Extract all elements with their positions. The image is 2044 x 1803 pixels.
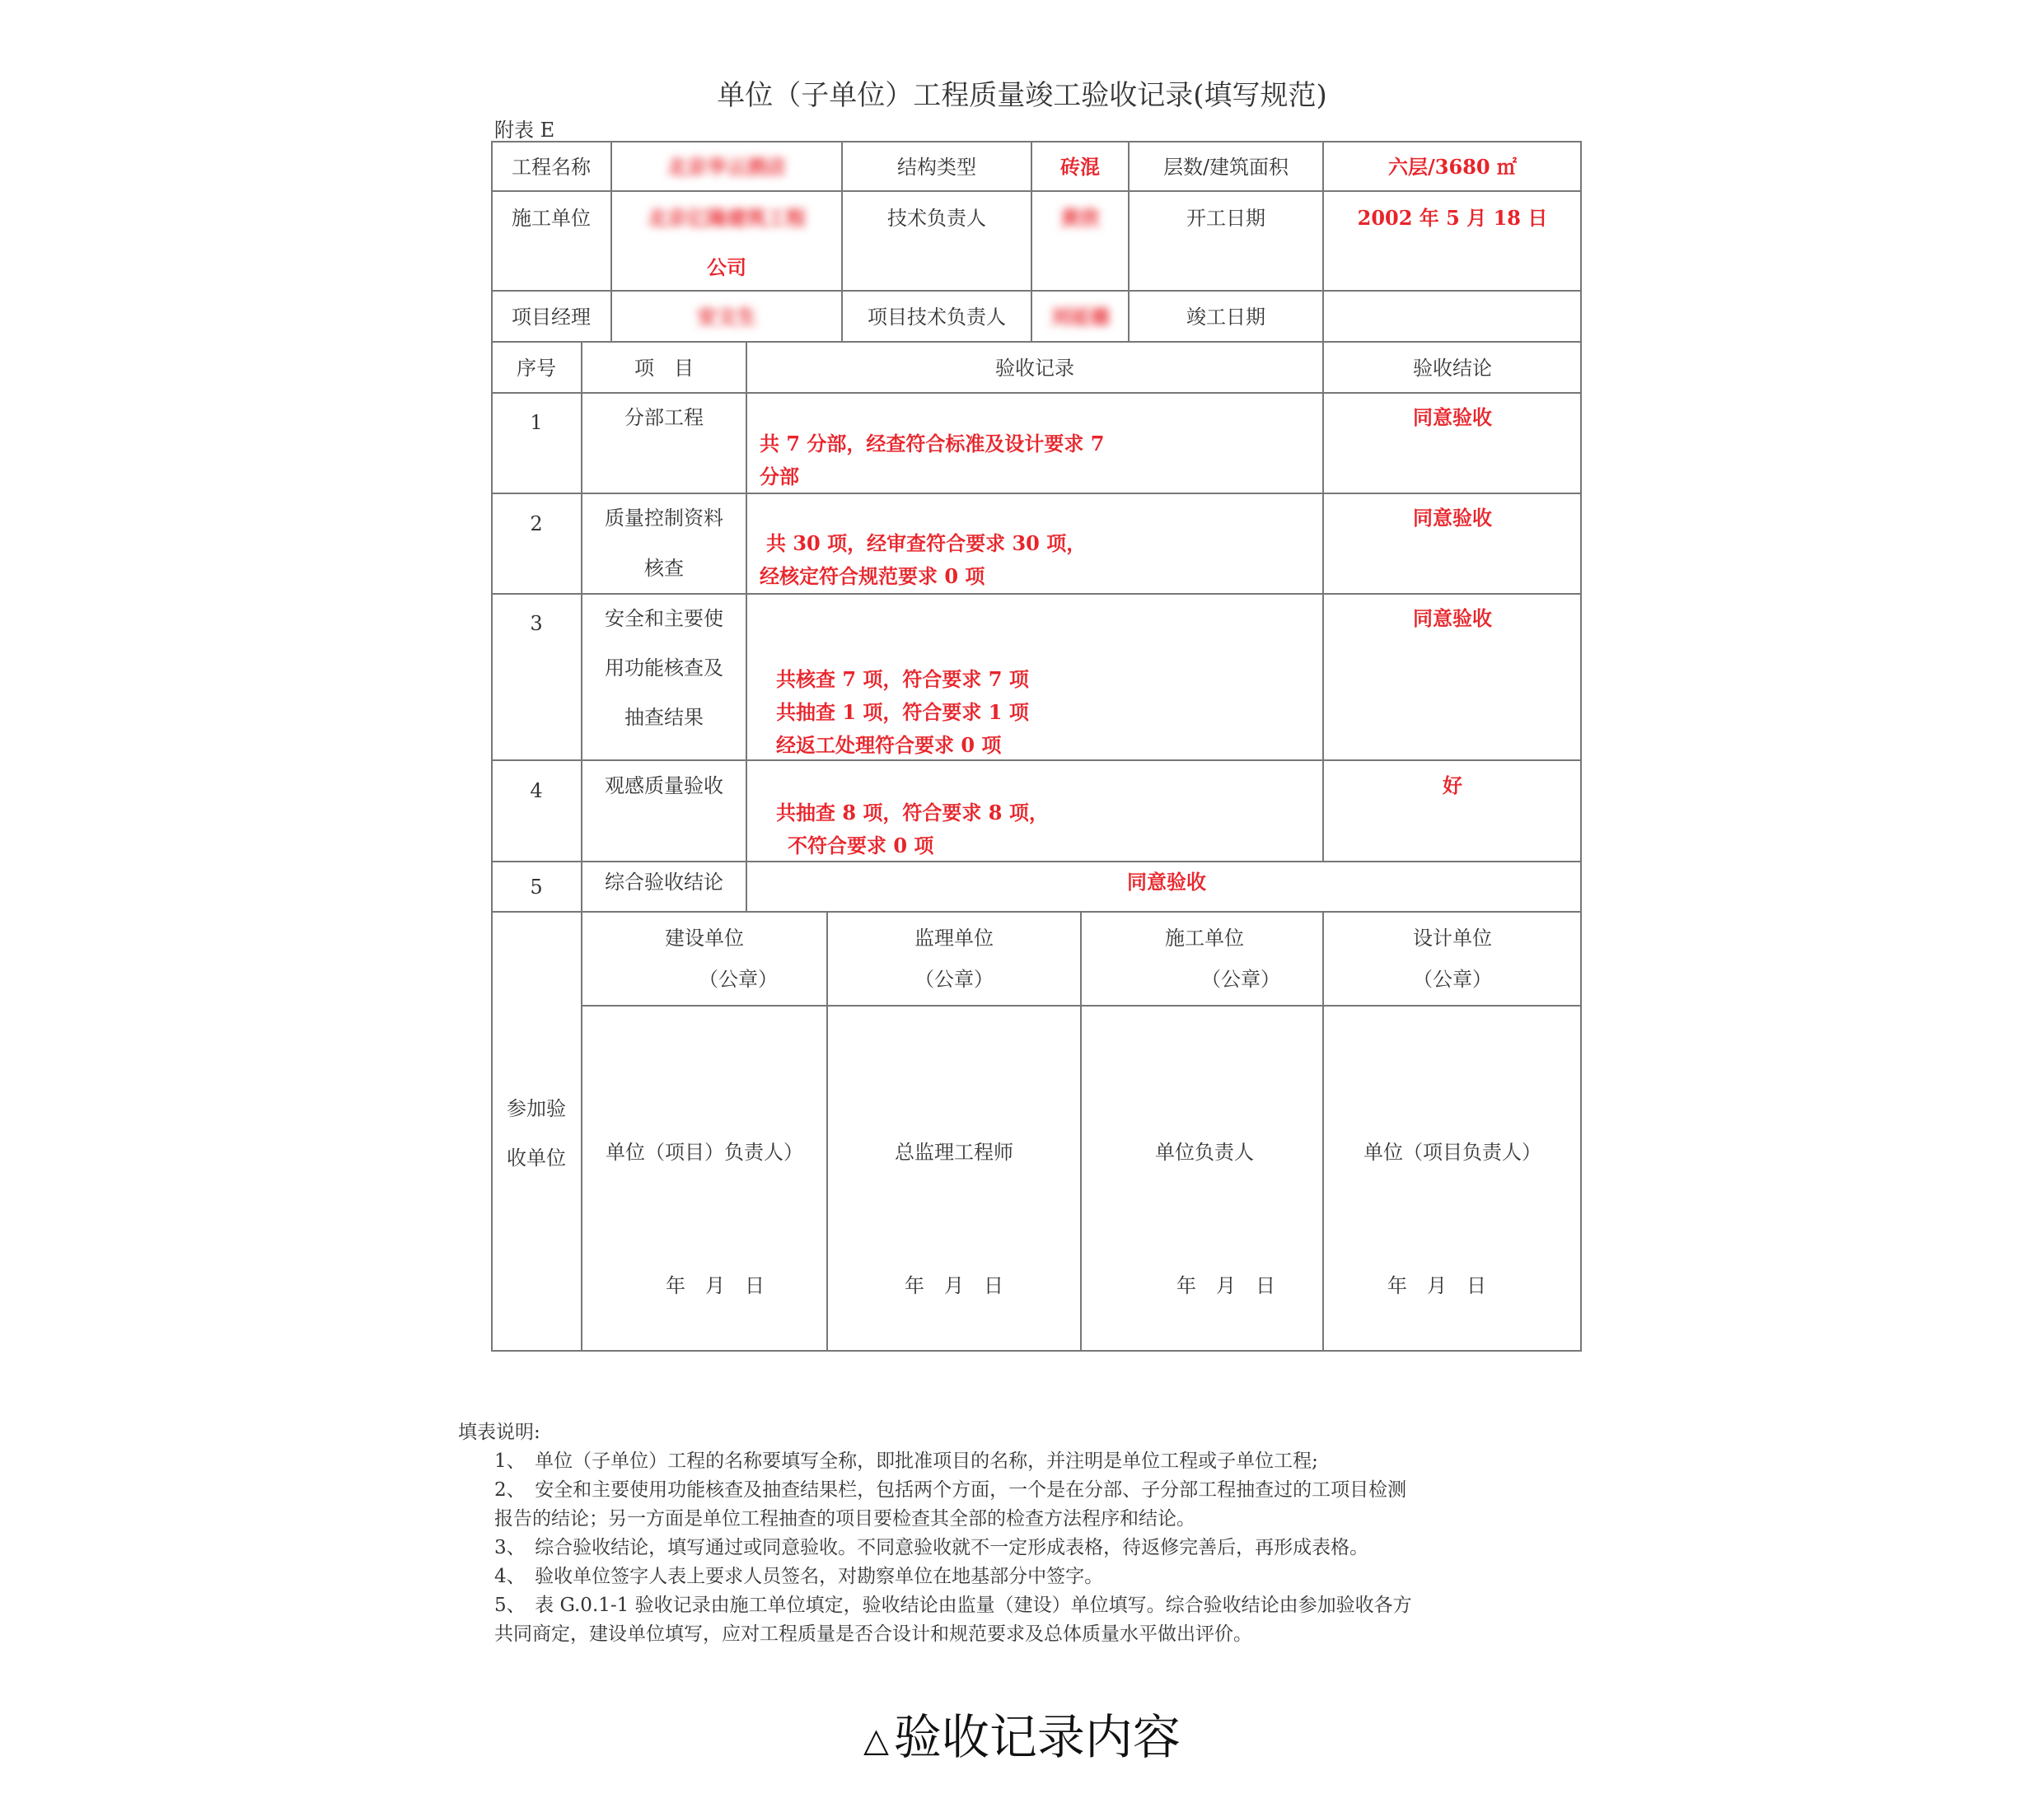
row-1-item: 分部工程 <box>624 406 704 429</box>
row-4-conclusion: 好 <box>1443 773 1462 797</box>
structure-type-label: 结构类型 <box>897 156 976 179</box>
row-4-record-line2: 不符合要求 0 项 <box>788 834 934 857</box>
notes-heading: 填表说明: <box>458 1422 540 1443</box>
unit-1-seal: （公章） <box>699 968 778 991</box>
unit-2-name: 监理单位 <box>914 927 994 950</box>
project-tech-lead-label: 项目技术负责人 <box>868 306 1006 329</box>
row-4-record-line1: 共抽查 8 项，符合要求 8 项， <box>776 801 1049 824</box>
contractor-label: 施工单位 <box>512 207 591 230</box>
row-2-seq: 2 <box>530 512 543 535</box>
unit-3-date: 年 月 日 <box>1176 1274 1275 1297</box>
unit-4-name: 设计单位 <box>1413 927 1492 950</box>
unit-3-name: 施工单位 <box>1165 927 1244 950</box>
unit-1-signer: 单位（项目）负责人） <box>606 1141 803 1164</box>
row-5-item: 综合验收结论 <box>605 871 723 894</box>
row-3-record-line1: 共核查 7 项，符合要求 7 项 <box>776 667 1029 691</box>
row-4-item: 观感质量验收 <box>605 774 723 797</box>
unit-2-signer: 总监理工程师 <box>895 1141 1013 1164</box>
header-seq: 序号 <box>517 357 556 380</box>
row-5-conclusion: 同意验收 <box>1127 870 1206 894</box>
unit-3-signer: 单位负责人 <box>1155 1141 1254 1164</box>
note-item: 2、 安全和主要使用功能核查及抽查结果栏，包括两个方面，一个是在分部、子分部工程抽查过的工项目检测 <box>494 1479 1407 1501</box>
row-3-item-line3: 抽查结果 <box>624 706 704 729</box>
row-2-record-line1: 共 30 项，经审查符合要求 30 项， <box>766 531 1087 555</box>
unit-4-seal: （公章） <box>1413 968 1492 991</box>
pm-label: 项目经理 <box>512 306 591 329</box>
note-item: 共同商定，建设单位填写，应对工程质量是否合设计和规范要求及总体质量水平做出评价。 <box>494 1623 1252 1645</box>
row-3-seq: 3 <box>530 612 543 635</box>
project-name-label: 工程名称 <box>512 156 591 179</box>
unit-1-date: 年 月 日 <box>666 1274 765 1297</box>
finish-date-label: 竣工日期 <box>1186 306 1265 329</box>
row-4-seq: 4 <box>530 779 543 802</box>
header-record: 验收记录 <box>995 357 1074 380</box>
start-date-value: 2002 年 5 月 18 日 <box>1357 206 1548 230</box>
unit-4-signer: 单位（项目负责人） <box>1363 1141 1541 1164</box>
note-item: 3、 综合验收结论，填写通过或同意验收。不同意验收就不一定形成表格，待返修完善后，再形成表格。 <box>494 1537 1369 1558</box>
tech-lead-value: 黄欣 <box>1060 206 1100 230</box>
row-2-conclusion: 同意验收 <box>1413 506 1492 530</box>
row-5-seq: 5 <box>530 876 543 899</box>
row-1-conclusion: 同意验收 <box>1413 405 1492 429</box>
unit-3-seal: （公章） <box>1201 968 1280 991</box>
project-name-value: 北京华云酒店 <box>667 155 786 179</box>
image-caption <box>0 1698 2044 1768</box>
row-3-record-line3: 经返工处理符合要求 0 项 <box>776 733 1002 757</box>
floors-area-value: 六层/3680 ㎡ <box>1388 155 1517 179</box>
unit-4-date: 年 月 日 <box>1387 1274 1486 1297</box>
start-date-label: 开工日期 <box>1186 207 1265 230</box>
row-3-conclusion: 同意验收 <box>1413 606 1492 630</box>
row-1-record-line1: 共 7 分部，经查符合标准及设计要求 7 <box>760 432 1105 455</box>
row-2-record-line2: 经核定符合规范要求 0 项 <box>760 564 985 588</box>
fill-instructions <box>458 1418 1587 1649</box>
unit-2-date: 年 月 日 <box>905 1274 1003 1297</box>
header-item: 项 目 <box>634 357 694 380</box>
header-conclusion: 验收结论 <box>1413 357 1492 380</box>
triangle-icon: △ <box>863 1721 889 1759</box>
unit-1-name: 建设单位 <box>665 927 744 950</box>
note-item: 1、 单位（子单位）工程的名称要填写全称，即批准项目的名称，并注明是单位工程或子单位工程; <box>494 1450 1318 1472</box>
caption-text: 验收记录内容 <box>893 1709 1181 1765</box>
appendix-label: 附表 E <box>494 119 555 142</box>
contractor-value-line2: 公司 <box>707 255 746 279</box>
tech-lead-label: 技术负责人 <box>887 207 986 230</box>
structure-type-value: 砖混 <box>1060 155 1100 179</box>
unit-2-seal: （公章） <box>914 968 994 991</box>
row-2-item-line2: 核查 <box>644 557 684 580</box>
note-item: 4、 验收单位签字人表上要求人员签名，对勘察单位在地基部分中签字。 <box>494 1566 1104 1587</box>
row-3-item-line2: 用功能核查及 <box>605 656 723 680</box>
contractor-value-line1: 北京亿隆建筑工程 <box>648 206 806 230</box>
note-item: 报告的结论；另一方面是单位工程抽查的项目要检查其全部的检查方法程序和结论。 <box>494 1508 1195 1530</box>
pm-value: 安文生 <box>697 305 756 329</box>
row-3-record-line2: 共抽查 1 项，符合要求 1 项 <box>776 700 1029 724</box>
project-tech-lead-value: 刘延德 <box>1050 305 1110 329</box>
document-title: 单位（子单位）工程质量竣工验收记录(填写规范) <box>717 79 1327 112</box>
participants-label-line1: 参加验 <box>507 1097 566 1120</box>
row-2-item-line1: 质量控制资料 <box>605 507 723 530</box>
row-1-seq: 1 <box>530 411 543 434</box>
floors-area-label: 层数/建筑面积 <box>1162 156 1289 179</box>
acceptance-form-table <box>491 141 1582 1352</box>
row-3-item-line1: 安全和主要使 <box>605 607 723 630</box>
row-1-record-line2: 分部 <box>760 465 799 488</box>
participants-label-line2: 收单位 <box>507 1147 566 1170</box>
note-item: 5、 表 G.0.1-1 验收记录由施工单位填定，验收结论由监量（建设）单位填写。综合验收结论由参加验收各方 <box>494 1595 1412 1616</box>
